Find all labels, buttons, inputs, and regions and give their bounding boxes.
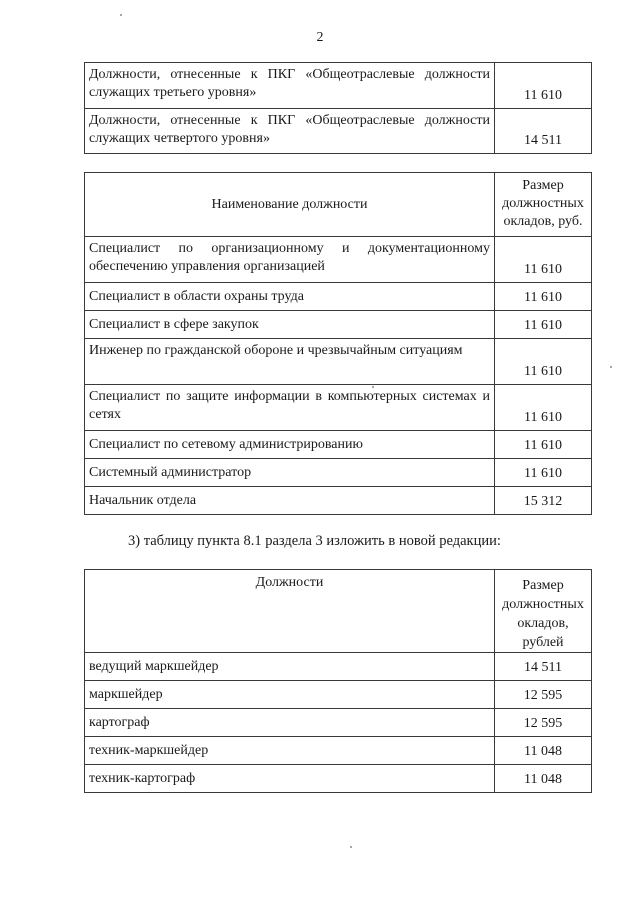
salary-cell: 11 610 <box>495 385 592 431</box>
salary-cell: 11 610 <box>495 283 592 311</box>
table-row <box>85 709 592 737</box>
table-row <box>85 653 592 681</box>
header-position-name: Наименование должности <box>85 173 495 237</box>
position-name-cell: Должности, отнесенные к ПКГ «Общеотраслевые должности служащих четвертого уровня» <box>85 109 495 154</box>
salary-cell: 11 610 <box>495 237 592 283</box>
header-salary: Размер должностных окладов, рублей <box>495 570 592 653</box>
table-row <box>85 237 592 283</box>
position-name-cell: Специалист в области охраны труда <box>85 283 495 311</box>
scan-speck <box>120 14 122 16</box>
table-row <box>85 765 592 793</box>
page-number: 2 <box>316 30 324 45</box>
position-name-cell: Должности, отнесенные к ПКГ «Общеотраслевые должности служащих третьего уровня» <box>85 63 495 109</box>
salary-cell: 14 511 <box>495 653 592 681</box>
table-row <box>85 283 592 311</box>
salary-cell: 11 610 <box>495 63 592 109</box>
salary-cell: 15 312 <box>495 487 592 515</box>
table-header-row <box>85 570 592 653</box>
salary-cell: 11 610 <box>495 431 592 459</box>
salary-cell: 12 595 <box>495 681 592 709</box>
position-name-cell: картограф <box>85 709 495 737</box>
position-name-cell: Специалист по защите информации в компьютерных системах и сетях <box>85 385 495 431</box>
position-name-cell: маркшейдер <box>85 681 495 709</box>
salary-cell: 14 511 <box>495 109 592 154</box>
table-row <box>85 681 592 709</box>
table-row <box>85 487 592 515</box>
position-name-cell: Начальник отдела <box>85 487 495 515</box>
scan-speck <box>350 846 352 848</box>
table-row <box>85 737 592 765</box>
salary-cell: 11 048 <box>495 737 592 765</box>
position-name-cell: Специалист по сетевому администрированию <box>85 431 495 459</box>
position-name-cell: Специалист по организационному и документационному обеспечению управления организацией <box>85 237 495 283</box>
table-row <box>85 63 592 109</box>
table-row <box>85 109 592 154</box>
surveying-salary-table <box>84 569 592 793</box>
table-row <box>85 431 592 459</box>
table-row <box>85 339 592 385</box>
positions-salary-table <box>84 172 592 515</box>
salary-cell: 11 048 <box>495 765 592 793</box>
salary-cell: 11 610 <box>495 459 592 487</box>
scan-speck <box>372 386 374 388</box>
salary-cell: 12 595 <box>495 709 592 737</box>
table-header-row <box>85 173 592 237</box>
position-name-cell: Системный администратор <box>85 459 495 487</box>
pkg-salary-table <box>84 62 592 154</box>
amendment-paragraph: 3) таблицу пункта 8.1 раздела 3 изложить в новой редакции: <box>128 533 501 549</box>
table-row <box>85 459 592 487</box>
header-position-name: Должности <box>85 570 495 653</box>
position-name-cell: Инженер по гражданской обороне и чрезвычайным ситуациям <box>85 339 495 385</box>
scan-speck <box>610 366 612 368</box>
table-row <box>85 385 592 431</box>
position-name-cell: техник-маркшейдер <box>85 737 495 765</box>
position-name-cell: ведущий маркшейдер <box>85 653 495 681</box>
position-name-cell: техник-картограф <box>85 765 495 793</box>
table-row <box>85 311 592 339</box>
salary-cell: 11 610 <box>495 311 592 339</box>
position-name-cell: Специалист в сфере закупок <box>85 311 495 339</box>
header-salary: Размер должностных окладов, руб. <box>495 173 592 237</box>
salary-cell: 11 610 <box>495 339 592 385</box>
